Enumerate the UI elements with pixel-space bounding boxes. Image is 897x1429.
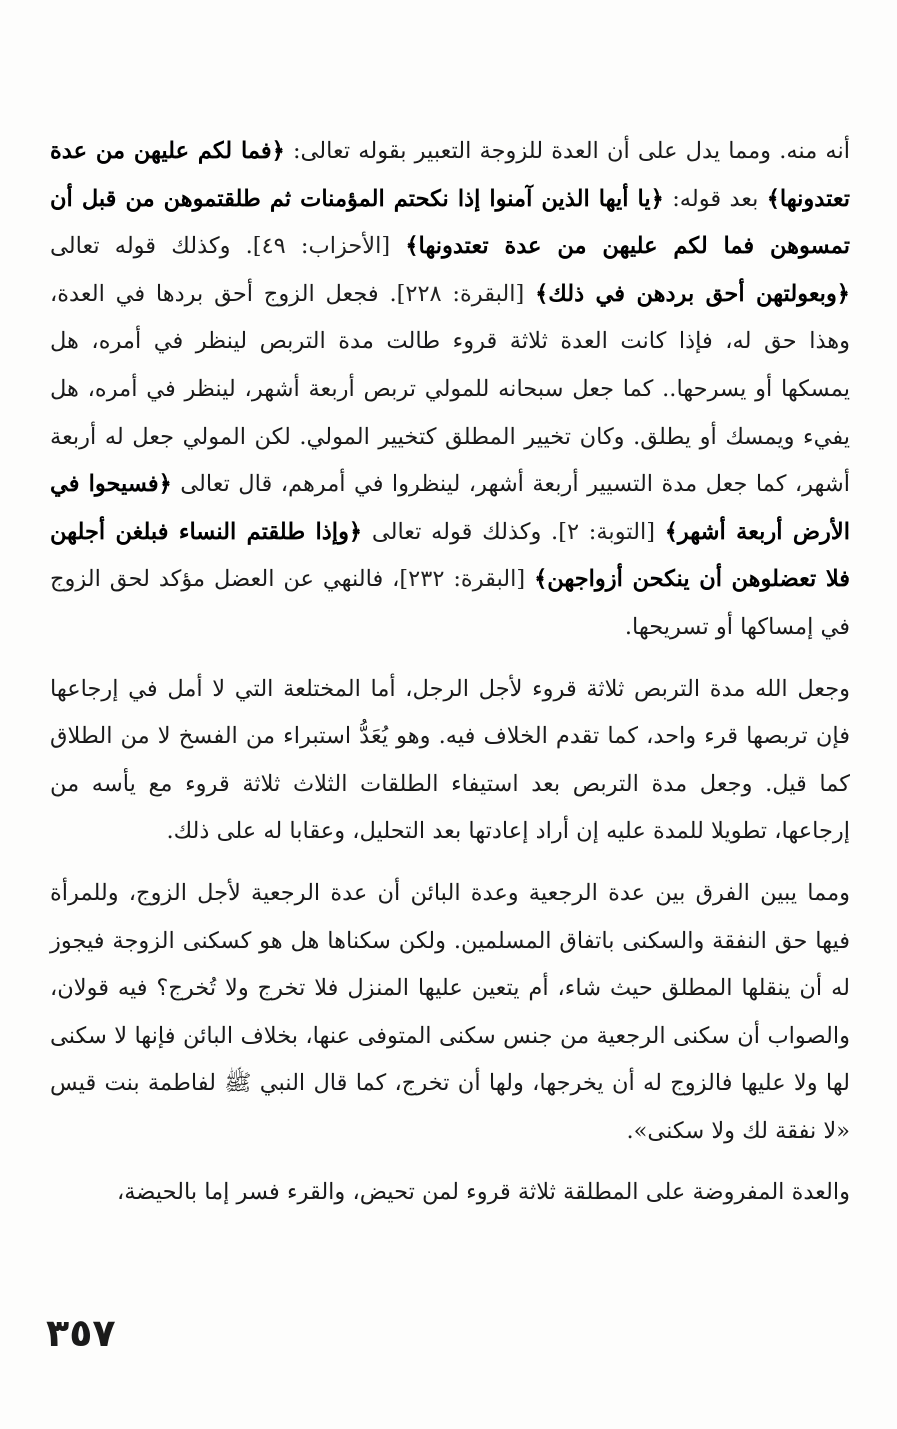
paragraph-3 (50, 870, 850, 1156)
text-span: والعدة المفروضة على المطلقة ثلاثة قروء لمن تحيض، والقرء فسر إما بالحيضة، (116, 1179, 850, 1206)
text-span: وجعل الله مدة التربص ثلاثة قروء لأجل الرجل، أما المختلعة التي لا أمل في إرجاعها فإن تربصها قرء واحد، كما تقدم الخلاف فيه. وهو يُعَدُّ استبراء من الفسخ لا من الطلاق كما قيل. وجعل مدة التربص بعد استيفاء الطلقات الثلاث ثلاثة قروء مع يأسه من إرجاعها، تطويلا للمدة عليه إن أراد إعادتها بعد التحليل، وعقابا له على ذلك. (50, 675, 850, 845)
quran-verse: ﴿فما لكم عليهن من عدة تعتدونها﴾ (50, 138, 851, 212)
text-span: ، فالنهي عن العضل مؤكد لحق الزوج في إمساكها أو تسريحها. (50, 566, 850, 640)
text-span: . وكذلك قوله تعالى (50, 233, 253, 260)
quran-verse: ﴿وإذا طلقتم النساء فبلغن أجلهن فلا تعضلوهن أن ينكحن أزواجهن﴾ (50, 518, 851, 593)
text-span: . وكذلك قوله تعالى (362, 518, 559, 545)
paragraph-4 (50, 1169, 850, 1217)
paragraph-1 (50, 128, 850, 652)
text-span: . فجعل الزوج أحق بردها في العدة، وهذا حق له، فإذا كانت العدة ثلاثة قروء طالت مدة التربص لينظر في أمره، هل يمسكها أو يسرحها.. كما جعل سبحانه للمولي تربص أربعة أشهر، لينظر في أمره، هل يفيء ويمسك أو يطلق. وكان تخيير المطلق كتخيير المولي. لكن المولي جعل له أربعة أشهر، كما جعل مدة التسيير أربعة أشهر، لينظروا في أمرهم، قال تعالى (50, 280, 850, 498)
text-span: أنه منه. ومما يدل على أن العدة للزوجة التعبير بقوله تعالى: (284, 138, 850, 164)
quran-verse: ﴿فسيحوا في الأرض أربعة أشهر﴾ (50, 471, 850, 545)
text-span: ومما يبين الفرق بين عدة الرجعية وعدة البائن أن عدة الرجعية لأجل الزوج، وللمرأة فيها حق النفقة والسكنى باتفاق المسلمين. ولكن سكناها هل هو كسكنى الزوجة فيجوز له أن ينقلها المطلق حيث شاء، أم يتعين عليها المنزل فلا تخرج ولا تُخرج؟ فيه قولان، والصواب أن سكنى الرجعية من جنس سكنى المتوفى عنها، بخلاف البائن فإنها لا سكنى لها ولا عليها فالزوج له أن يخرجها، ولها أن تخرج، كما قال النبي ﷺ لفاطمة بنت قيس «لا نفقة لك ولا سكنى». (50, 879, 850, 1144)
verse-reference: [التوبة: ٢] (558, 518, 665, 545)
quran-verse: ﴿وبعولتهن أحق بردهن في ذلك﴾ (535, 280, 850, 307)
quran-verse: ﴿يا أيها الذين آمنوا إذا نكحتم المؤمنات ثم طلقتموهن من قبل أن تمسوهن فما لكم عليهن من عدة تعتدونها﴾ (50, 185, 850, 260)
verse-reference: [الأحزاب: ٤٩] (252, 233, 406, 260)
text-span: بعد قوله: (663, 185, 767, 212)
page-number: ٣٥٧ (46, 1311, 116, 1355)
paragraph-2 (50, 666, 850, 856)
body-text (50, 128, 850, 1217)
verse-reference: [البقرة: ٢٢٨] (396, 280, 536, 307)
verse-reference: [البقرة: ٢٣٢] (399, 566, 535, 593)
